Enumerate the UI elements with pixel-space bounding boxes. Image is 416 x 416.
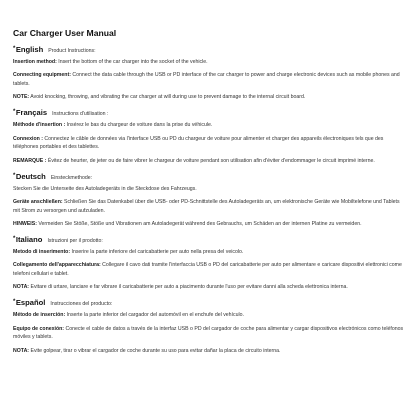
paragraph xyxy=(13,157,404,166)
paragraph xyxy=(13,71,404,89)
language-name: * Italiano xyxy=(13,235,42,244)
paragraph-label: Equipo de conexión: xyxy=(13,325,65,332)
paragraph xyxy=(13,198,404,216)
section-italian xyxy=(13,233,404,292)
section-french xyxy=(13,106,404,165)
section-subtitle: Instrucciones del producto: xyxy=(50,301,113,308)
paragraph xyxy=(13,93,404,102)
paragraph xyxy=(13,135,404,153)
paragraph-label: NOTA: xyxy=(13,347,30,354)
paragraph-text: Connect the data cable through the USB or PD interface of the car charger to power and charge electronic devices such as mobile phones and tablets. xyxy=(13,72,400,87)
paragraph xyxy=(13,248,404,257)
paragraph-text: Evitare di urtare, lanciare e far vibrare il caricabatterie per auto a piacimento durante l'uso per evitare danni alla scheda elettronica interna. xyxy=(29,284,348,291)
paragraph-text: Vermeiden Sie Stöße, Stöße und Vibrationen am Autoladegerät während des Gebrauchs, um Schäden an der internen Platine zu vermeiden. xyxy=(36,220,362,227)
paragraph-text: Insert the bottom of the car charger into the socket of the vehicle. xyxy=(56,59,208,65)
paragraph xyxy=(13,325,404,343)
paragraph-text: Evite golpear, tirar o vibrar el cargador de coche durante su uso para evitar dañar la placa de circuito interna. xyxy=(29,347,281,354)
paragraph xyxy=(13,220,404,229)
paragraph xyxy=(13,283,404,292)
paragraph xyxy=(13,261,404,279)
section-header xyxy=(13,170,404,183)
section-subtitle: Product Instructions: xyxy=(48,48,96,54)
paragraph-text: Avoid knocking, throwing, and vibrating the car charger at will during use to prevent damage to the internal circuit board. xyxy=(29,94,306,101)
paragraph-label: Méthode d'insertion : xyxy=(13,122,66,129)
section-header xyxy=(13,106,404,119)
paragraph-text: Conecte el cable de datos a través de la interfaz USB o PD del cargador de coche para alimentar y cargar dispositivos electrónicos como teléfonos móviles y tablets. xyxy=(13,325,404,341)
paragraph-text: Connectez le câble de données via l'interface USB ou PD du chargeur de voiture pour alimenter et charger des appareils électroniques tels que des téléphones portables et des tablettes. xyxy=(13,135,384,151)
section-subtitle: Instructions d'utilisation : xyxy=(52,111,109,118)
paragraph-label: Geräte anschließen: xyxy=(13,198,63,205)
document-title: Car Charger User Manual xyxy=(13,28,117,38)
paragraph-text: Insérez le bas du chargeur de voiture dans la prise du véhicule. xyxy=(65,122,213,129)
section-spanish xyxy=(13,296,404,355)
section-english xyxy=(13,43,404,102)
paragraph xyxy=(13,347,404,356)
paragraph-label: Insertion method: xyxy=(13,59,57,65)
paragraph-text: Évitez de heurter, de jeter ou de faire vibrer le chargeur de voiture pendant son utilisation afin d'éviter d'endommager le circuit imprimé interne. xyxy=(46,157,375,164)
section-german xyxy=(13,170,404,229)
paragraph-label: Collegamento dell'apparecchiatura: xyxy=(13,262,101,269)
paragraph-text: Inserire la parte inferiore del caricabatterie per auto nella presa del veicolo. xyxy=(70,249,244,256)
paragraph-text: Schließen Sie das Datenkabel über die USB- oder PD-Schnittstelle des Autoladegeräts an, um elektronische Geräte wie Mobiltelefone und Tablets mit Strom zu versorgen und aufzuladen. xyxy=(13,198,400,214)
language-name: * Deutsch xyxy=(13,172,46,181)
paragraph-label: Método de inserción: xyxy=(13,312,66,319)
paragraph xyxy=(13,58,404,67)
paragraph-text: Inserte la parte inferior del cargador del automóvil en el enchufe del vehículo. xyxy=(65,312,244,319)
paragraph-text: Collegare il cavo dati tramite l'interfaccia USB o PD del caricabatterie per auto per alimentare e caricare dispositivi elettronici come telefoni cellulari e tablet. xyxy=(13,262,402,278)
language-name: * Español xyxy=(13,298,45,307)
language-name: * English xyxy=(13,45,43,54)
paragraph-label: Connexion : xyxy=(13,135,43,142)
language-name: * Français xyxy=(13,108,47,117)
paragraph xyxy=(13,311,404,320)
section-header xyxy=(13,43,404,56)
section-header xyxy=(13,296,404,309)
paragraph xyxy=(13,185,404,194)
paragraph-label: REMARQUE : xyxy=(13,157,47,164)
paragraph xyxy=(13,121,404,130)
paragraph-label: Connecting equipment: xyxy=(13,72,71,79)
paragraph-text: Stecken Sie die Unterseite des Autoladegeräts in die Steckdose des Fahrzeugs. xyxy=(13,185,197,192)
section-subtitle: Istruzioni per il prodotto: xyxy=(47,238,103,245)
paragraph-label: HINWEIS: xyxy=(13,220,37,227)
paragraph-label: NOTA: xyxy=(13,284,30,291)
paragraph-label: NOTE: xyxy=(13,94,30,101)
paragraph-label: Metodo di inserimento: xyxy=(13,249,71,256)
section-header xyxy=(13,233,404,246)
section-subtitle: Einsteckmethode: xyxy=(50,174,93,181)
